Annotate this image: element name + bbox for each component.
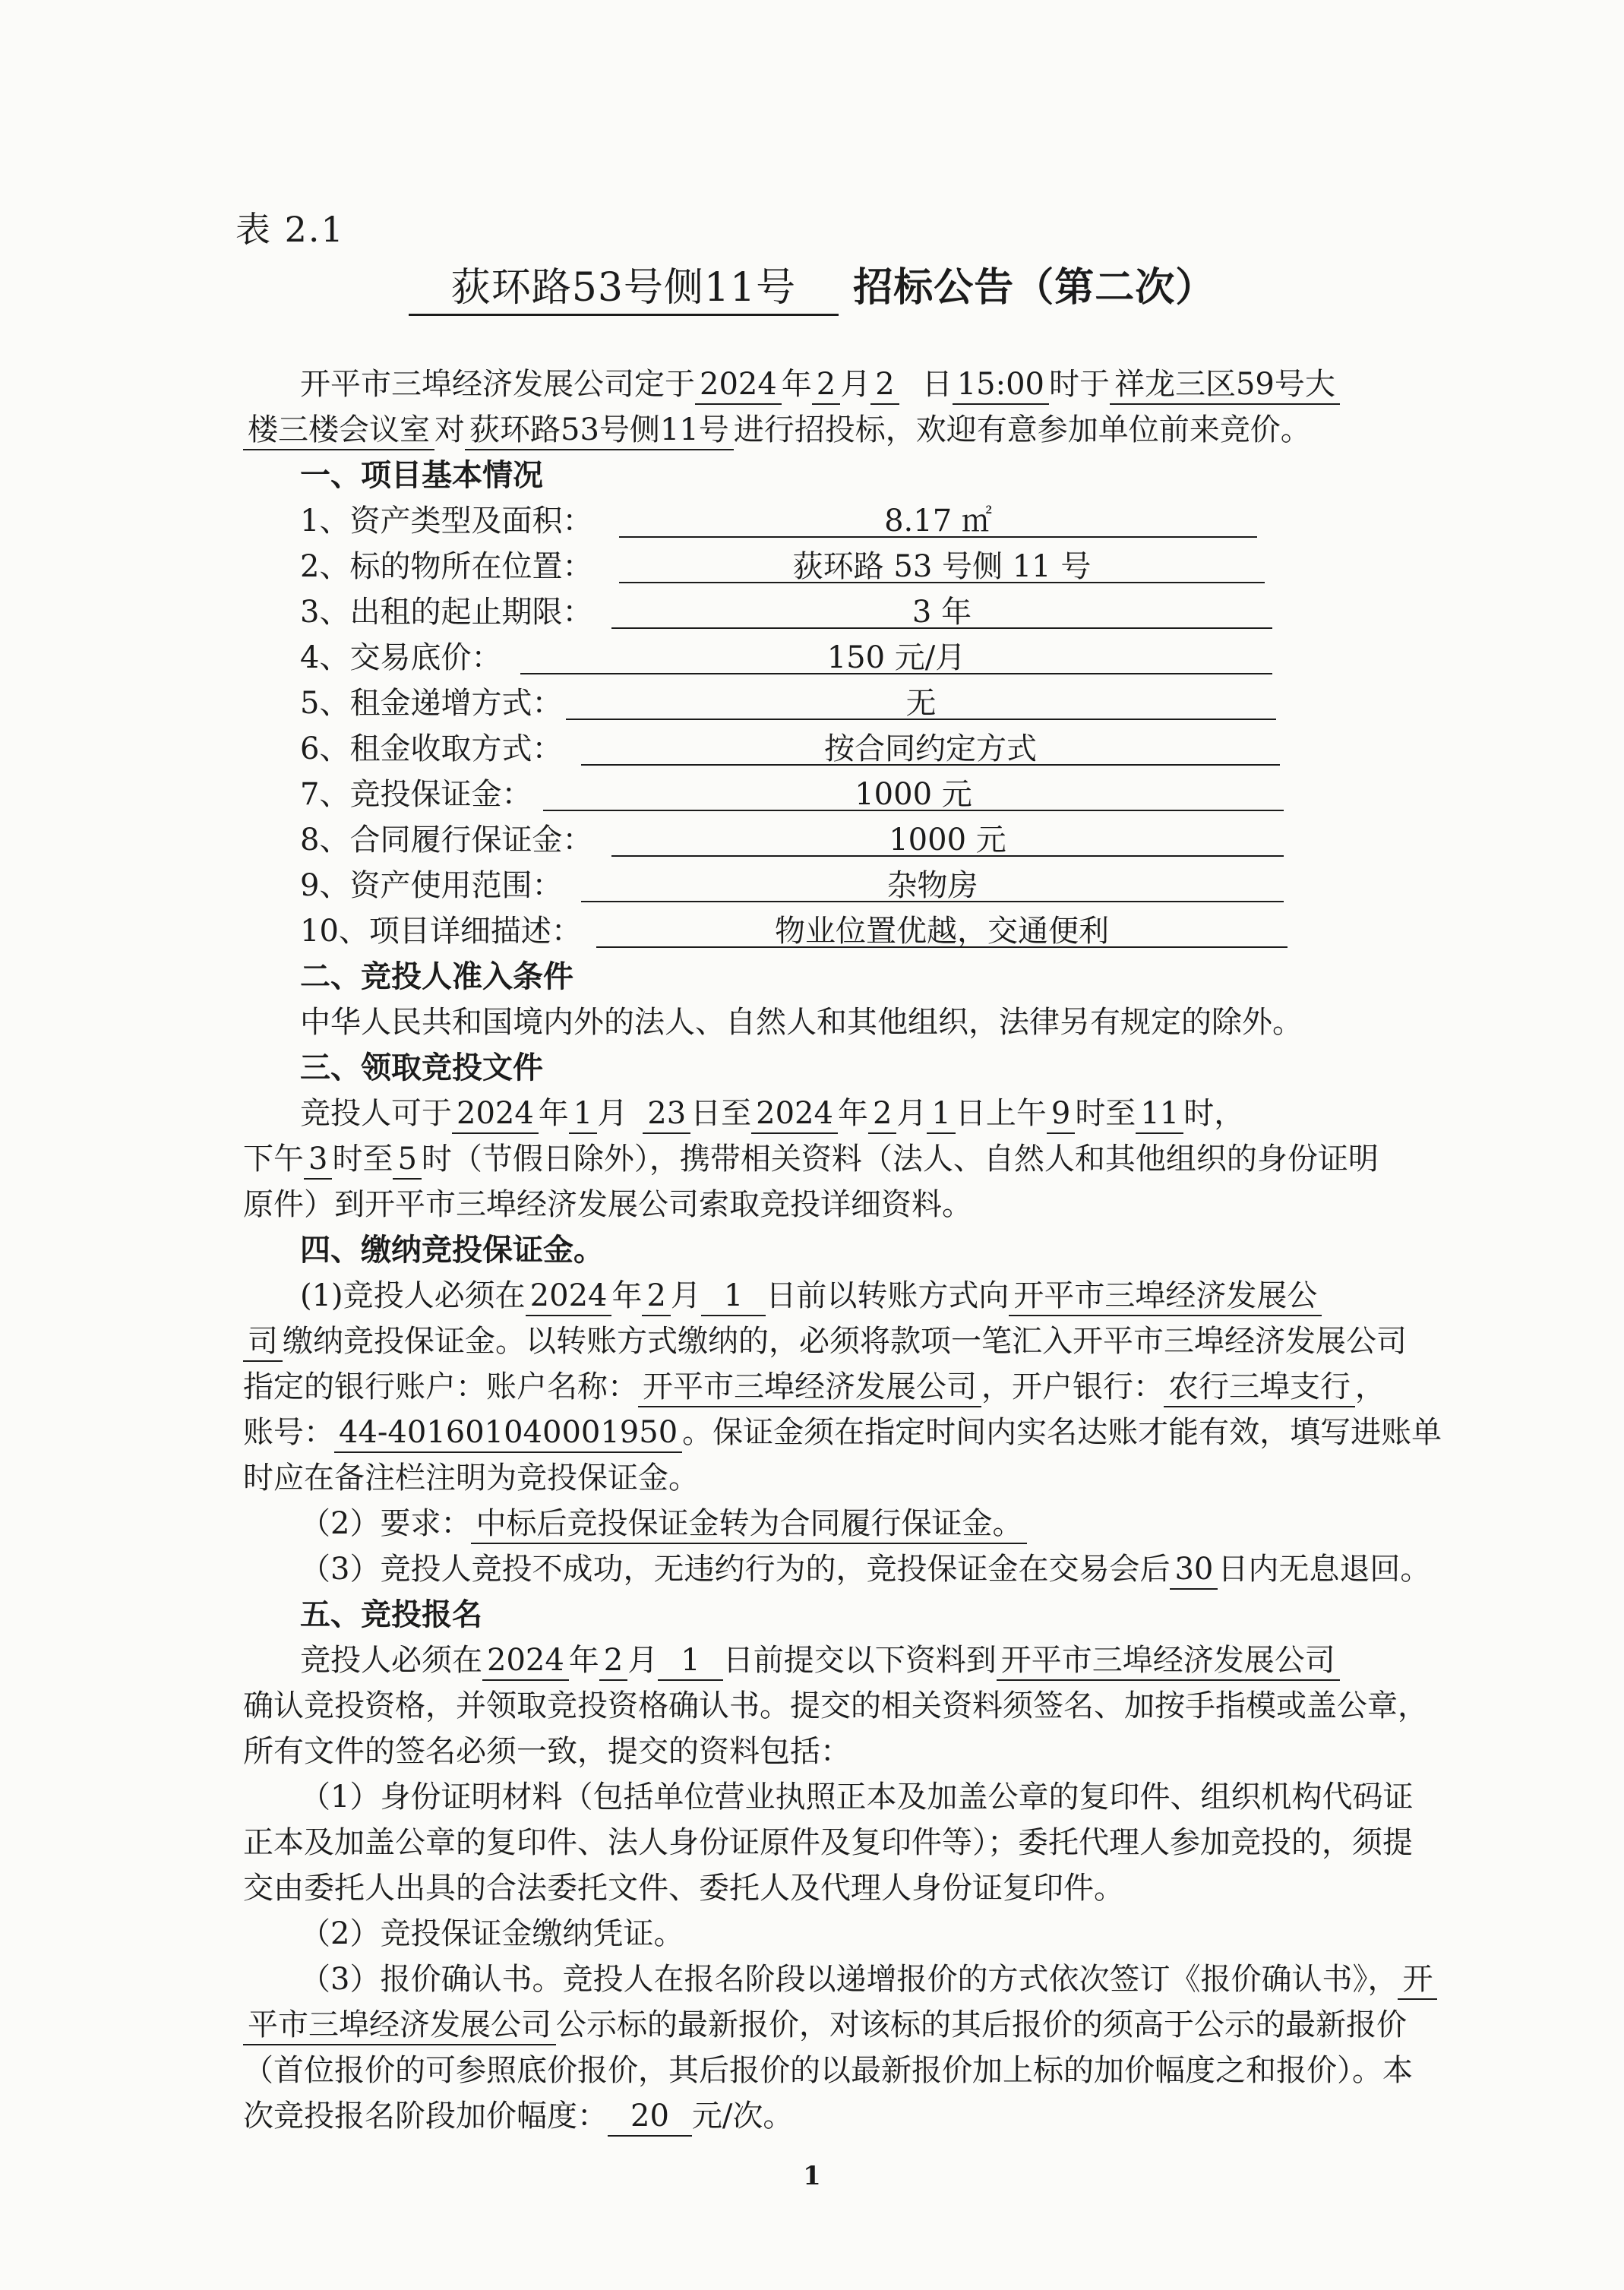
page-title: [0, 255, 1624, 316]
section-5-heading: 五、竞投报名: [300, 1597, 482, 1632]
section-4-line-1: (1)竞投人必须在 2024 年 2 月 1 日前以转账方式向 开平市三埠经济发展公: [300, 1275, 1489, 1317]
item-2: 2、标的物所在位置： 荻环路 53 号侧 11 号: [300, 545, 1515, 588]
section-5-item-3c: （首位报价的可参照底价报价，其后报价的以最新报价加上标的加价幅度之和报价）。本: [243, 2053, 1413, 2088]
section-4-line-3: 指定的银行账户：账户名称： 开平市三埠经济发展公司 ，开户银行： 农行三埠支行 ，: [243, 1366, 1489, 1408]
section-3-line-3: 原件）到开平市三埠经济发展公司索取竞投详细资料。: [243, 1187, 972, 1222]
item-4: 4、交易底价： 150 元/月: [300, 636, 1515, 679]
section-4-line-5: 时应在备注栏注明为竞投保证金。: [243, 1461, 699, 1496]
title-subject: 荻环路53号侧11号: [409, 255, 839, 316]
section-3-line-1: 竞投人可于 2024 年 1 月 23 日至 2024 年 2 月 1 日上午 9 时至 11 时，: [300, 1092, 1489, 1135]
section-1-heading: 一、项目基本情况: [300, 457, 543, 493]
section-5-item-1b: 正本及加盖公章的复印件、法人身份证原件及复印件等）；委托代理人参加竞投的，须提: [243, 1825, 1413, 1860]
intro-line-2: 楼三楼会议室 对 荻环路53号侧11号 进行招投标，欢迎有意参加单位前来竞价。: [243, 409, 1489, 451]
title-rest: 招标公告（第二次）: [839, 264, 1216, 311]
section-5-line-1: 竞投人必须在 2024 年 2 月 1 日前提交以下资料到 开平市三埠经济发展公司: [300, 1639, 1489, 1682]
item-1: 1、资产类型及面积： 8.17 ㎡: [300, 500, 1515, 542]
section-3-line-2: 下午 3 时至 5 时（节假日除外），携带相关资料（法人、自然人和其他组织的身份证明: [243, 1138, 1489, 1180]
item-7: 7、竞投保证金： 1000 元: [300, 773, 1515, 816]
section-4-refund: （3）竞投人竞投不成功，无违约行为的，竞投保证金在交易会后 30 日内无息退回。: [300, 1548, 1489, 1590]
section-4-heading: 四、缴纳竞投保证金。: [300, 1232, 604, 1268]
section-4-line-4: 账号： 44-401601040001950 。保证金须在指定时间内实名达账才能有效，填写进账单: [243, 1411, 1489, 1454]
section-2-text: 中华人民共和国境内外的法人、自然人和其他组织，法律另有规定的除外。: [300, 1005, 1303, 1040]
section-5-item-2: （2）竞投保证金缴纳凭证。: [300, 1916, 684, 1951]
section-2-heading: 二、竞投人准入条件: [300, 959, 573, 994]
section-4-requirement: （2）要求： 中标后竞投保证金转为合同履行保证金。: [300, 1502, 1489, 1545]
section-3-heading: 三、领取竞投文件: [300, 1050, 543, 1085]
section-5-item-3a: （3）报价确认书。竞投人在报名阶段以递增报价的方式依次签订《报价确认书》， 开: [300, 1958, 1489, 2001]
section-5-line-3: 所有文件的签名必须一致，提交的资料包括：: [243, 1734, 851, 1769]
item-3: 3、出租的起止期限： 3 年: [300, 591, 1515, 633]
section-4-line-2: 司 缴纳竞投保证金。以转账方式缴纳的，必须将款项一笔汇入开平市三埠经济发展公司: [243, 1320, 1489, 1363]
item-5: 5、租金递增方式： 无: [300, 682, 1515, 725]
item-8: 8、合同履行保证金： 1000 元: [300, 819, 1515, 861]
section-5-item-3d: 次竞投报名阶段加价幅度： 20 元/次。: [243, 2095, 1489, 2137]
section-5-item-1a: （1）身份证明材料（包括单位营业执照正本及加盖公章的复印件、组织机构代码证: [300, 1780, 1414, 1815]
intro-line-1: 开平市三埠经济发展公司定于 2024 年 2 月 2 日 15:00 时于 祥龙三区59号大: [300, 363, 1489, 406]
table-number: 表 2.1: [235, 209, 345, 250]
page-number: 1: [803, 2161, 821, 2191]
item-6: 6、租金收取方式： 按合同约定方式: [300, 728, 1515, 770]
item-9: 9、资产使用范围： 杂物房: [300, 864, 1515, 907]
section-5-line-2: 确认竞投资格，并领取竞投资格确认书。提交的相关资料须签名、加按手指模或盖公章，: [243, 1688, 1428, 1723]
item-10: 10、项目详细描述： 物业位置优越，交通便利: [300, 910, 1515, 952]
section-5-item-3b: 平市三埠经济发展公司 公示标的最新报价，对该标的其后报价的须高于公示的最新报价: [243, 2004, 1489, 2046]
section-5-item-1c: 交由委托人出具的合法委托文件、委托人及代理人身份证复印件。: [243, 1871, 1124, 1906]
